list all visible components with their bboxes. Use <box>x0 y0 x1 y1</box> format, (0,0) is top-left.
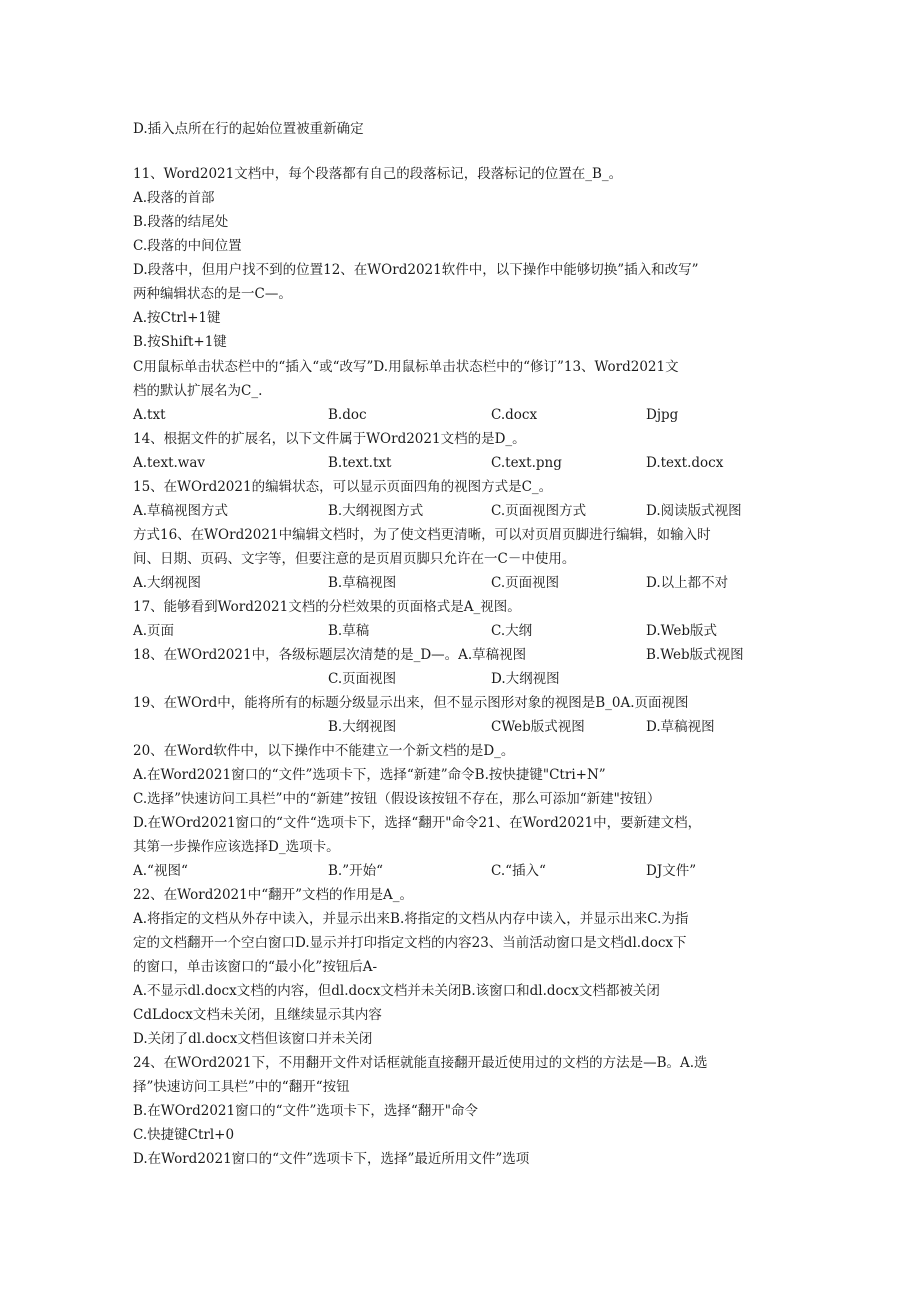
text-line: 的窗口，单击该窗口的“最小化”按钮后A- <box>133 959 378 975</box>
option-a: A.页面 <box>133 623 175 639</box>
option-d: D.草稿视图 <box>646 719 715 735</box>
option-c: C.text.png <box>491 455 562 471</box>
option-line: C用鼠标单击状态栏中的“插入“或“改写”D.用鼠标单击状态栏中的“修订”13、Word2021文 <box>133 359 679 375</box>
option-d: D.大纲视图 <box>491 671 560 687</box>
option-a: A.text.wav <box>133 455 206 471</box>
question-24: 24、在WOrd2021下，不用翻开文件对话框就能直接翻开最近使用过的文档的方法是—B。A.选 <box>133 1055 708 1071</box>
option-b: B.”开始“ <box>328 863 384 879</box>
option-line: C.选择”快速访问工具栏”中的“新建”按钮（假设该按钮不存在，那么可添加“新建"按钮） <box>133 791 661 807</box>
option-line: B.段落的结尾处 <box>133 214 229 230</box>
option-b: B.doc <box>328 407 367 423</box>
option-c: C.页面视图 <box>491 575 560 591</box>
question-18: 18、在WOrd2021中，各级标题层次清楚的是_D—。A.草稿视图 <box>133 647 527 663</box>
option-line: D.在Word2021窗口的“文件”选项卡下，选择”最近所用文件”选项 <box>133 1151 530 1167</box>
option-line: D.段落中，但用户找不到的位置12、在WOrd2021软件中，以下操作中能够切换”插入和改写” <box>133 262 699 278</box>
question-16: 方式16、在WOrd2021中编辑文档时，为了使文档更清晰，可以对页眉页脚进行编辑，如输入时 <box>133 527 711 543</box>
text-line: 择”快速访问工具栏”中的“翻开“按钮 <box>133 1079 350 1095</box>
option-line: C.段落的中间位置 <box>133 238 242 254</box>
text-line: 档的默认扩展名为C_. <box>133 383 263 399</box>
option-c: C.页面视图方式 <box>491 503 587 519</box>
option-line: B.在WOrd2021窗口的“文件”选项卡下，选择“翻开"命令 <box>133 1103 479 1119</box>
option-d: D.阅读版式视图 <box>646 503 742 519</box>
text-line: 其第一步操作应该选择D_选项卡。 <box>133 839 340 855</box>
text-line: D.插入点所在行的起始位置被重新确定 <box>133 121 364 137</box>
option-b: B.Web版式视图 <box>646 647 744 663</box>
text-line: 两种编辑状态的是一C—。 <box>133 286 292 302</box>
option-d: DJ文件” <box>646 863 697 879</box>
option-c: C.页面视图 <box>328 671 397 687</box>
option-b: B.text.txt <box>328 455 392 471</box>
option-a: A.txt <box>133 407 166 423</box>
option-c: C.大纲 <box>491 623 533 639</box>
question-22: 22、在Word2021中“翻开”文档的作用是A_。 <box>133 887 414 903</box>
question-19: 19、在WOrd中，能将所有的标题分级显示出来，但不显示图形对象的视图是B_0A.页面视图 <box>133 695 689 711</box>
option-line: CdLdocx文档未关闭，且继续显示其内容 <box>133 1007 382 1023</box>
option-line: D.关闭了dl.docx文档但该窗口并未关闭 <box>133 1031 373 1047</box>
option-line: B.按Shift+1键 <box>133 334 227 350</box>
question-20: 20、在Word软件中，以下操作中不能建立一个新文档的是D_。 <box>133 743 515 759</box>
option-c: C.docx <box>491 407 538 423</box>
option-line: C.快捷键Ctrl+0 <box>133 1127 235 1143</box>
option-d: D.以上都不对 <box>646 575 729 591</box>
option-d: D.Web版式 <box>646 623 718 639</box>
option-line: A.在Word2021窗口的“文件”选项卡下，选择“新建”命令B.按快捷键"Ctri+N” <box>133 767 606 783</box>
question-14: 14、根据文件的扩展名，以下文件属于WOrd2021文档的是D_。 <box>133 431 526 447</box>
option-a: A.“视图“ <box>133 863 188 879</box>
option-a: A.草稿视图方式 <box>133 503 229 519</box>
question-11: 11、Word2021文档中，每个段落都有自己的段落标记，段落标记的位置在_B_。 <box>133 166 623 182</box>
option-b: B.大纲视图方式 <box>328 503 424 519</box>
option-c: CWeb版式视图 <box>491 719 585 735</box>
option-a: A.大纲视图 <box>133 575 202 591</box>
question-17: 17、能够看到Word2021文档的分栏效果的页面格式是A_视图。 <box>133 599 521 615</box>
option-b: B.草稿 <box>328 623 370 639</box>
text-line: 间、日期、页码、文字等，但要注意的是页眉页脚只允许在一C－中使用。 <box>133 551 576 567</box>
option-d: Djpg <box>646 407 679 423</box>
question-15: 15、在WOrd2021的编辑状态，可以显示页面四角的视图方式是C_。 <box>133 479 553 495</box>
text-line: 定的文档翻开一个空白窗口D.显示并打印指定文档的内容23、当前活动窗口是文档dl.docx下 <box>133 935 687 951</box>
option-d: D.text.docx <box>646 455 724 471</box>
option-line: A.将指定的文档从外存中读入，并显示出来B.将指定的文档从内存中读入，并显示出来C.为指 <box>133 911 689 927</box>
option-c: C.“插入“ <box>491 863 546 879</box>
option-b: B.大纲视图 <box>328 719 397 735</box>
option-line: D.在WOrd2021窗口的“文件“选项卡下，选择“翻开"命令21、在Word2021中，要新建文档， <box>133 815 702 831</box>
option-line: A.按Ctrl+1键 <box>133 310 221 326</box>
option-b: B.草稿视图 <box>328 575 397 591</box>
option-line: A.段落的首部 <box>133 190 215 206</box>
option-line: A.不显示dl.docx文档的内容，但dl.docx文档并未关闭B.该窗口和dl.docx文档都被关闭 <box>133 983 660 999</box>
